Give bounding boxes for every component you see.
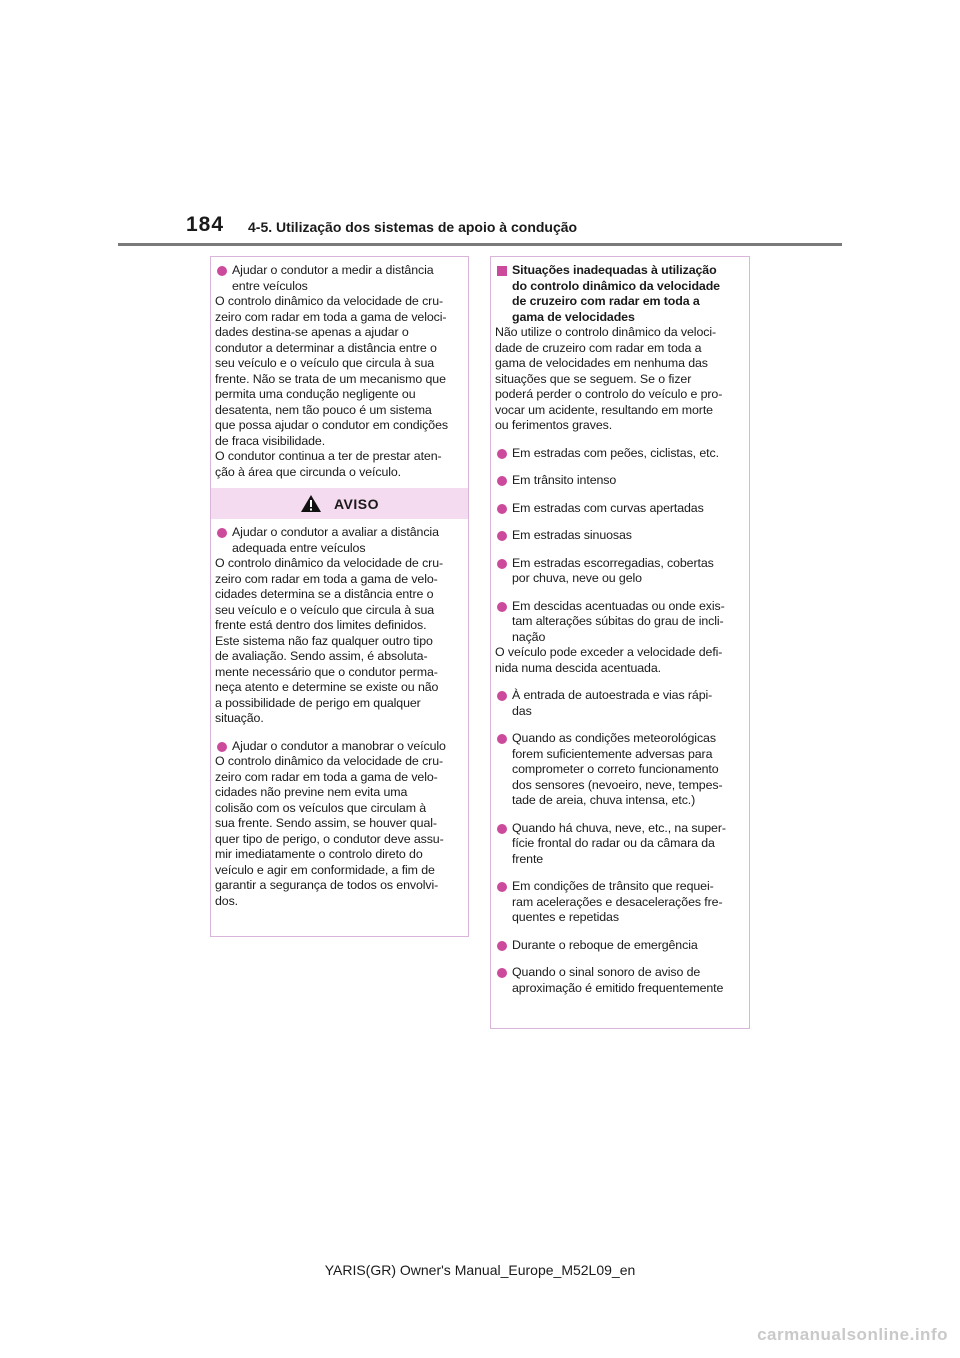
list-item [495,599,743,646]
item-body [215,556,462,727]
body-line: seu veículo e o veículo que circula à sua [215,602,435,617]
body-line: Não utilize o controlo dinâmico da veloci- [495,325,717,339]
warning-header [211,488,468,519]
item-line: Em estradas escorregadias, cobertas [512,555,714,570]
item-line: ram acelerações e desacelerações fre- [512,894,723,909]
list-item [495,731,743,809]
watermark: carmanualsonline.info [757,1325,948,1344]
list-item [215,739,462,755]
item-title-line: adequada entre veículos [232,540,366,555]
body-line: condutor a determinar a distância entre o [215,340,437,355]
situations-list [495,434,743,997]
body-line: O controlo dinâmico da velocidade de cru- [215,556,444,570]
heading-line: Situações inadequadas à utilização [512,263,717,277]
bullet-icon [217,266,227,276]
body-line: seu veículo e o veículo que circula à sua [215,356,435,370]
item-line: Em estradas com peões, ciclistas, etc. [512,445,719,460]
item-line: tade de areia, chuva intensa, etc.) [512,793,696,807]
item-line: forem suficientemente adversas para [512,746,713,761]
item-line: tam alterações súbitas do grau de incli- [512,614,724,628]
body-line: poderá perder o controlo do veículo e pro- [495,387,723,401]
bullet-icon [217,742,227,752]
warning-label: AVISO [333,495,380,512]
item-line: Quando o sinal sonoro de aviso de [512,965,701,979]
section-heading [495,263,743,325]
item-body [215,294,462,480]
body-line: quer tipo de perigo, o condutor deve assu- [215,831,444,846]
body-line: O controlo dinâmico da velocidade de cru- [215,754,444,768]
list-item [495,965,743,996]
item-line: Em estradas sinuosas [512,528,632,542]
bullet-icon [497,559,507,569]
manual-id-footer: YARIS(GR) Owner's Manual_Europe_M52L09_en [324,1262,636,1278]
body-line: veículo e agir em conformidade, a fim de [215,862,435,877]
body-line: nida numa descida acentuada. [495,660,661,675]
body-line: zeiro com radar em toda a gama de velo- [215,769,438,784]
page-number: 184 [186,213,225,236]
bullet-icon [497,449,507,459]
item-line: À entrada de autoestrada e vias rápi- [512,688,713,702]
body-line: situação. [215,711,264,725]
list-item [215,525,462,556]
square-bullet-icon [497,266,507,276]
item-title-line: Ajudar o condutor a avaliar a distância [232,525,439,539]
body-line: zeiro com radar em toda a gama de veloci- [215,309,447,324]
body-line: permita uma condução negligente ou [215,387,416,401]
item-line: quentes e repetidas [512,910,619,924]
body-line: desatenta, nem tão pouco é um sistema [215,402,432,417]
list-item [495,473,743,489]
bullet-icon [497,968,507,978]
bullet-icon [217,528,227,538]
body-line: mir imediatamente o controlo direto do [215,847,423,861]
body-line: dade de cruzeiro com radar em toda a [495,340,702,355]
bullet-icon [497,531,507,541]
body-line: de fraca visibilidade. [215,433,326,448]
list-item [495,821,743,868]
list-item [215,263,462,294]
bullet-icon [497,504,507,514]
item-line: Em trânsito intenso [512,473,617,487]
body-line: dades destina-se apenas a ajudar o [215,325,409,339]
item-line: Quando há chuva, neve, etc., na super- [512,820,726,835]
item-title-line: Ajudar o condutor a medir a distância [232,263,434,277]
warning-triangle-icon [300,494,322,513]
right-info-box [490,256,750,1029]
list-item [495,688,743,719]
body-line: frente. Não se trata de um mecanismo que [215,371,446,386]
item-line: das [512,703,532,718]
body-line: cidades não previne nem evita uma [215,785,408,799]
body-line: ção à área que circunda o veículo. [215,464,402,479]
item-line: por chuva, neve ou gelo [512,571,642,585]
body-line: mente necessário que o condutor perma- [215,664,438,679]
bullet-icon [497,824,507,834]
list-item [495,879,743,926]
body-line: O veículo pode exceder a velocidade defi- [495,645,723,659]
body-line: neça atento e determine se existe ou não [215,680,439,694]
item-line: aproximação é emitido frequentemente [512,980,724,995]
intro-text [495,325,743,434]
list-item [495,528,743,544]
body-line: frente está dentro dos limites definidos. [215,618,427,632]
body-line: dos. [215,893,239,908]
item-line: fície frontal do radar ou da câmara da [512,836,715,850]
heading-line: de cruzeiro com radar em toda a [512,294,700,308]
body-line: Este sistema não faz qualquer outro tipo [215,633,433,648]
item-line: Em descidas acentuadas ou onde exis- [512,598,725,613]
bullet-icon [497,941,507,951]
body-line: O controlo dinâmico da velocidade de cru- [215,294,444,308]
body-line: O condutor continua a ter de prestar aten- [215,449,442,463]
body-line: de avaliação. Sendo assim, é absoluta- [215,649,428,663]
header-rule [118,243,842,246]
body-line: a possibilidade de perigo em qualquer [215,695,421,710]
item-line: comprometer o correto funcionamento [512,762,719,776]
bullet-icon [497,602,507,612]
left-info-box [210,256,469,937]
list-item [495,938,743,954]
body-line: colisão com os veículos que circulam à [215,800,427,815]
body-line: situações que se seguem. Se o fizer [495,371,692,386]
body-line: cidades determina se a distância entre o [215,587,434,601]
item-line: Durante o reboque de emergência [512,937,698,952]
item-title-line: Ajudar o condutor a manobrar o veículo [232,738,446,753]
bullet-icon [497,691,507,701]
body-line: ou ferimentos graves. [495,418,613,432]
list-item [495,446,743,462]
item-line: frente [512,851,544,866]
item-line: Em estradas com curvas apertadas [512,500,704,515]
body-line: zeiro com radar em toda a gama de velo- [215,571,438,586]
bullet-icon [497,476,507,486]
body-line: vocar um acidente, resultando em morte [495,402,713,417]
heading-line: do controlo dinâmico da velocidade [512,278,720,293]
item-line: Em condições de trânsito que requei- [512,879,714,893]
bullet-icon [497,734,507,744]
body-line: gama de velocidades em nenhuma das [495,356,708,370]
body-line: sua frente. Sendo assim, se houver qual- [215,816,437,830]
item-body [215,754,462,909]
section-title: 4-5. Utilização dos sistemas de apoio à condução [248,219,578,235]
item-line: Quando as condições meteorológicas [512,731,716,745]
heading-line: gama de velocidades [512,309,635,324]
list-item [495,501,743,517]
body-line: que possa ajudar o condutor em condições [215,418,448,432]
list-item [495,556,743,587]
item-title-line: entre veículos [232,278,308,293]
item-line: dos sensores (nevoeiro, neve, tempes- [512,777,723,792]
item-line: nação [512,629,546,644]
bullet-icon [497,882,507,892]
body-line: garantir a segurança de todos os envolvi- [215,878,439,892]
